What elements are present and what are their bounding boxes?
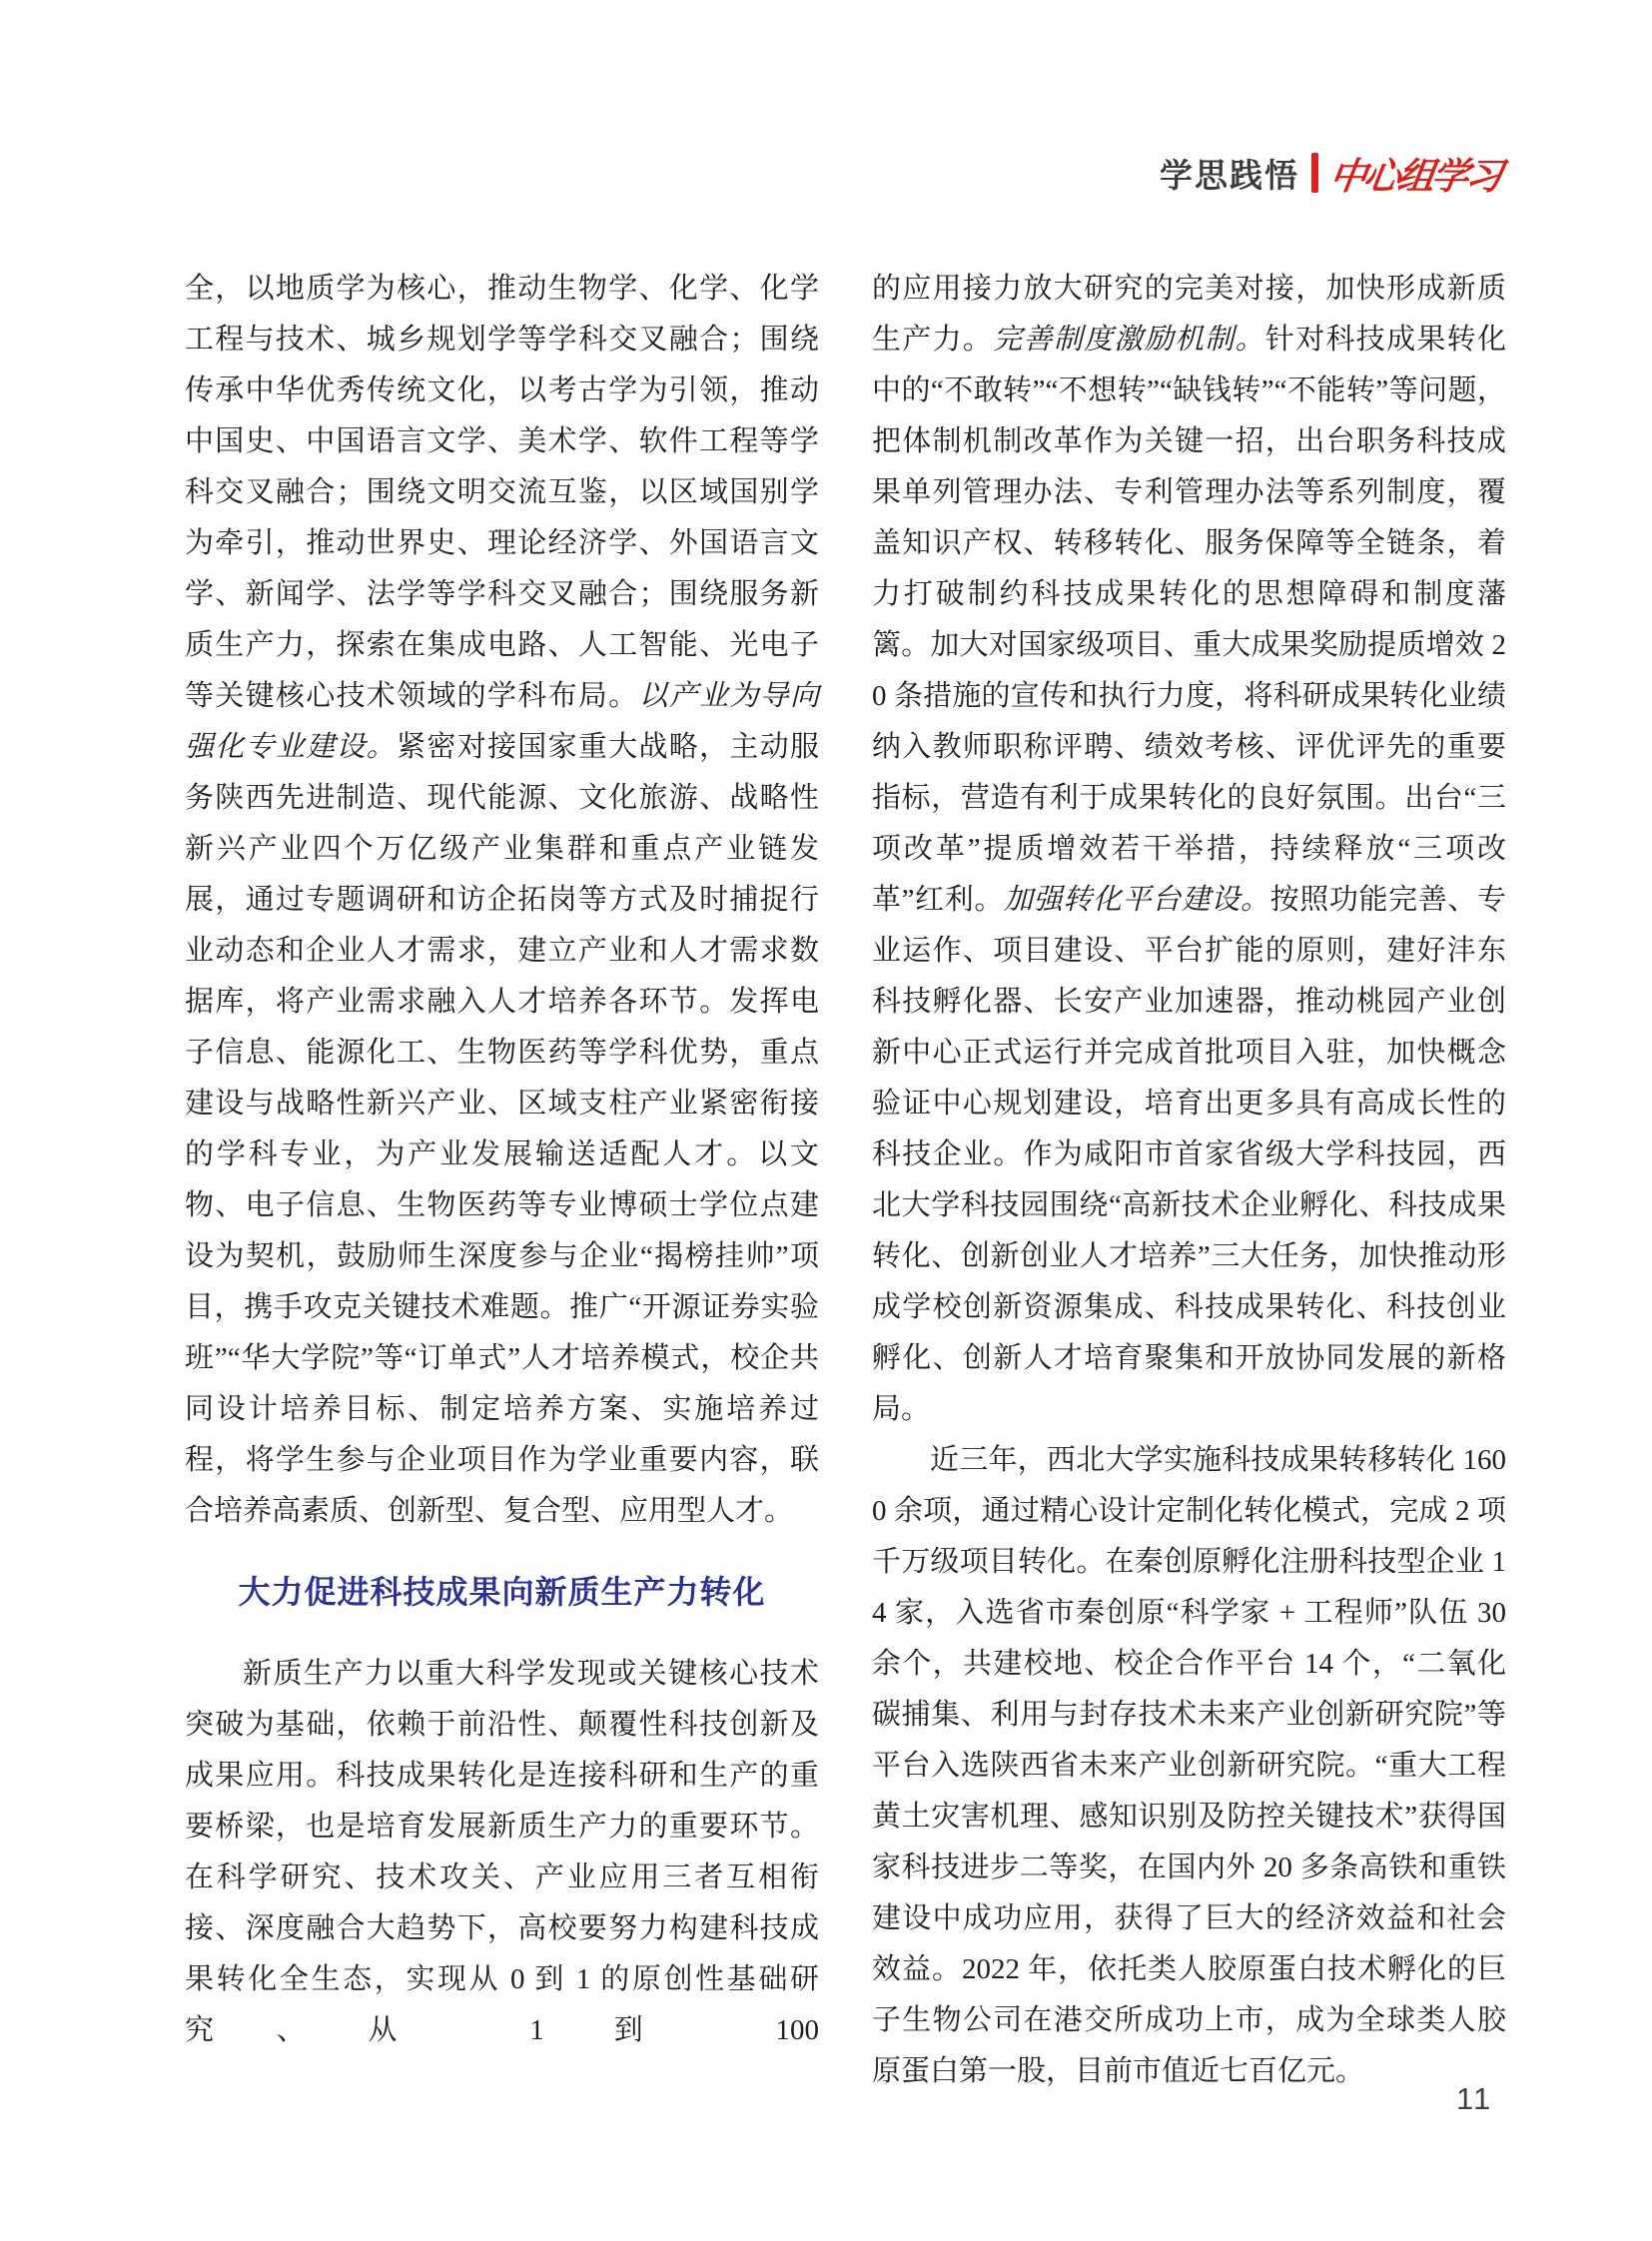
page-header <box>1160 146 1503 200</box>
paragraph-segment: 紧密对接国家重大战略，主动服务陕西先进制造、现代能源、文化旅游、战略性新兴产业四个万亿级产业集群和重点产业链发展，通过专题调研和访企拓岗等方式及时捕捉行业动态和企业人才需求，建立产业和人才需求数据库，将产业需求融入人才培养各环节。发挥电子信息、能源化工、生物医药等学科优势，重点建设与战略性新兴产业、区域支柱产业紧密衔接的学科专业，为产业发展输送适配人才。以文物、电子信息、生物医药等专业博硕士学位点建设为契机，鼓励师生深度参与企业“揭榜挂帅”项目，携手攻克关键技术难题。推广“开源证券实验班”“华大学院”等“订单式”人才培养模式，校企共同设计培养目标、制定培养方案、实施培养过程，将学生参与企业项目作为学业重要内容，联合培养高素质、创新型、复合型、应用型人才。 <box>185 731 819 1527</box>
article-body <box>185 264 1506 2097</box>
paragraph-segment: 新质生产力以重大科学发现或关键核心技术突破为基础，依赖于前沿性、颠覆性科技创新及成果应用。科技成果转化是连接科研和生产的重要桥梁，也是培育发展新质生产力的重要环节。在科学研究、技术攻关、产业应用三者互相衔接、深度融合大趋势下，高校要努力构建科技成果转化全生态，实现从 0 到 1 的原创性基础研究、从 1 到 100 <box>185 1658 819 2046</box>
paragraph-segment: 近三年，西北大学实施科技成果转移转化 1600 余项，通过精心设计定制化转化模式，完成 2 项千万级项目转化。在秦创原孵化注册科技型企业 14 家，入选省市秦创原“科学家 + 工程师”队伍 30 余个，共建校地、校企合作平台 14 个，“二氧化碳捕集、利用与封存技术未来产业创新研究院”等平台入选陕西省未来产业创新研究院。“重大工程黄土灾害机理、感知识别及防控关键技术”获得国家科技进步二等奖，在国内外 20 多条高铁和重铁建设中成功应用，获得了巨大的经济效益和社会效益。2022 年，依托类人胶原蛋白技术孵化的巨子生物公司在港交所成功上市，成为全球类人胶原蛋白第一股，目前市值近七百亿元。 <box>872 1444 1506 2087</box>
left-column <box>185 264 819 2097</box>
masthead-divider-bar <box>1311 153 1318 193</box>
page-number: 11 <box>1456 2081 1493 2116</box>
body-paragraph <box>185 264 819 1537</box>
paragraph-segment: 针对科技成果转化中的“不敢转”“不想转”“缺钱转”“不能转”等问题，把体制机制改革作为关键一招，出台职务科技成果单列管理办法、专利管理办法等系列制度，覆盖知识产权、转移转化、服务保障等全链条，着力打破制约科技成果转化的思想障碍和制度藩篱。加大对国家级项目、重大成果奖励提质增效 20 条措施的宣传和执行力度，将科研成果转化业绩纳入教师职称评聘、绩效考核、评优评先的重要指标，营造有利于成果转化的良好氛围。出台“三项改革”提质增效若干举措，持续释放“三项改革”红利。 <box>872 324 1506 916</box>
right-column <box>872 264 1506 2097</box>
masthead-calligraphy-logo: 中心组学习 <box>1326 157 1503 198</box>
body-paragraph <box>872 264 1506 1435</box>
paragraph-segment-emphasis: 以产业为导向强化专业建设。 <box>185 680 819 763</box>
paragraph-segment: 按照功能完善、专业运作、项目建设、平台扩能的原则，建好沣东科技孵化器、长安产业加速器，推动桃园产业创新中心正式运行并完成首批项目入驻，加快概念验证中心规划建设，培育出更多具有高成长性的科技企业。作为咸阳市首家省级大学科技园，西北大学科技园围绕“高新技术企业孵化、科技成果转化、创新创业人才培养”三大任务，加快推动形成学校创新资源集成、科技成果转化、科技创业孵化、创新人才培育聚集和开放协同发展的新格局。 <box>872 884 1506 1425</box>
body-paragraph <box>872 1435 1506 2097</box>
paragraph-segment: 全，以地质学为核心，推动生物学、化学、化学工程与技术、城乡规划学等学科交叉融合；围绕传承中华优秀传统文化，以考古学为引领，推动中国史、中国语言文学、美术学、软件工程等学科交叉融合；围绕文明交流互鉴，以区域国别学为牵引，推动世界史、理论经济学、外国语言文学、新闻学、法学等学科交叉融合；围绕服务新质生产力，探索在集成电路、人工智能、光电子等关键核心技术领域的学科布局。 <box>185 273 819 712</box>
column-section-label: 学思践悟 <box>1160 156 1299 194</box>
paragraph-segment-emphasis: 完善制度激励机制。 <box>993 324 1265 356</box>
paragraph-segment: 的应用接力放大研究的完美对接，加快形成新质生产力。 <box>872 273 1506 356</box>
body-paragraph <box>185 1649 819 2056</box>
paragraph-segment-emphasis: 加强转化平台建设。 <box>1004 884 1270 916</box>
section-heading: 大力促进科技成果向新质生产力转化 <box>238 1574 766 1610</box>
